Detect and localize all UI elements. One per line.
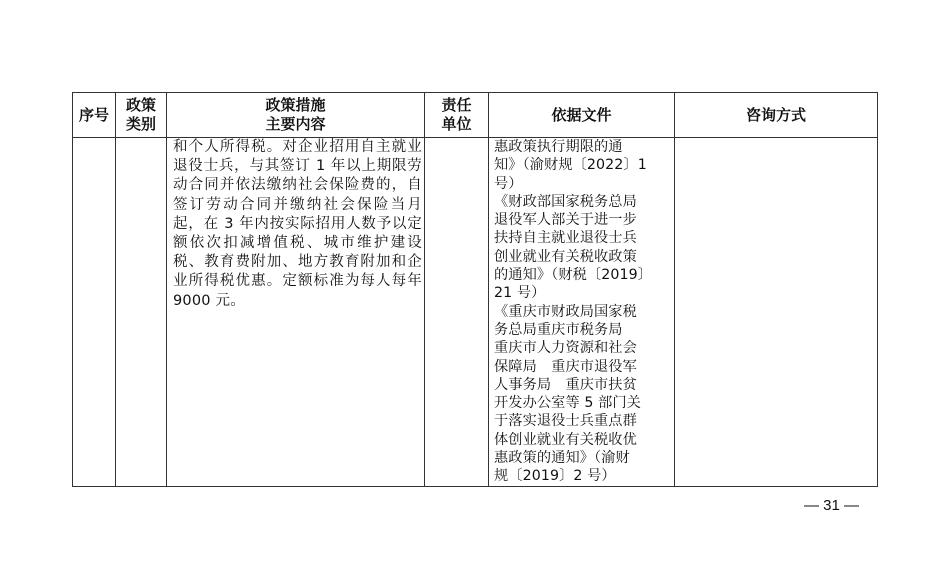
basis-line: 重庆市人力资源和社会 bbox=[494, 340, 637, 357]
header-measure bbox=[167, 93, 425, 138]
cell-responsible bbox=[425, 138, 489, 487]
basis-line: 于落实退役士兵重点群 bbox=[494, 413, 637, 430]
header-basis-label: 依据文件 bbox=[551, 105, 612, 124]
basis-line: 规〔2019〕2 号） bbox=[494, 468, 616, 485]
header-basis bbox=[489, 93, 675, 138]
basis-line: 知》（渝财规〔2022〕1 bbox=[494, 157, 647, 174]
header-consult bbox=[675, 93, 878, 138]
basis-line: 人事务局 重庆市扶贫 bbox=[494, 376, 637, 393]
basis-line: 号） bbox=[494, 175, 523, 192]
basis-line: 惠政策的通知》（渝财 bbox=[494, 450, 630, 467]
basis-line: 创业就业有关税收政策 bbox=[494, 248, 637, 265]
table-row bbox=[73, 138, 878, 487]
header-seq-label: 序号 bbox=[78, 105, 109, 124]
header-seq bbox=[73, 93, 116, 138]
header-category-line-1: 政策 bbox=[125, 96, 156, 114]
basis-line: 21 号） bbox=[494, 285, 546, 302]
header-consult-label: 咨询方式 bbox=[745, 105, 806, 124]
basis-line: 保障局 重庆市退役军 bbox=[494, 358, 637, 375]
basis-line: 《重庆市财政局国家税 bbox=[494, 303, 637, 320]
basis-line: 体创业就业有关税收优 bbox=[494, 431, 637, 448]
basis-line: 开发办公室等 5 部门关 bbox=[494, 395, 641, 412]
cell-seq bbox=[73, 138, 116, 487]
basis-line: 的通知》（财税〔2019〕 bbox=[494, 267, 652, 284]
header-responsible bbox=[425, 93, 489, 138]
header-category-line-2: 类别 bbox=[125, 115, 156, 133]
basis-line: 务总局重庆市税务局 bbox=[494, 321, 623, 338]
policy-table bbox=[72, 92, 878, 487]
measure-text: 和个人所得税。对企业招用自主就业退役士兵，与其签订 1 年以上期限劳动合同并依法缴纳社会保险费的，自签订劳动合同并缴纳社会保险当月起，在 3 年内按实际招用人数予以定额依次扣减增值税、城市维护建设税、教育费附加、地方教育附加和企业所得税优惠。定额标准为每人每年 9000 元。 bbox=[173, 139, 422, 309]
basis-line: 《财政部国家税务总局 bbox=[494, 193, 637, 210]
cell-measure bbox=[167, 138, 425, 487]
cell-category bbox=[116, 138, 167, 487]
basis-line: 扶持自主就业退役士兵 bbox=[494, 230, 637, 247]
header-responsible-line-1: 责任 bbox=[441, 96, 472, 114]
cell-consult bbox=[675, 138, 878, 487]
header-responsible-line-2: 单位 bbox=[441, 115, 472, 133]
header-row bbox=[73, 93, 878, 138]
header-measure-line-1: 政策措施 bbox=[265, 96, 326, 114]
basis-line: 惠政策执行期限的通 bbox=[494, 139, 623, 155]
header-category bbox=[116, 93, 167, 138]
header-measure-line-2: 主要内容 bbox=[265, 115, 326, 133]
cell-basis bbox=[489, 138, 675, 487]
page-number: — 31 — bbox=[804, 497, 860, 514]
basis-line: 退役军人部关于进一步 bbox=[494, 212, 637, 229]
basis-text bbox=[489, 138, 674, 486]
